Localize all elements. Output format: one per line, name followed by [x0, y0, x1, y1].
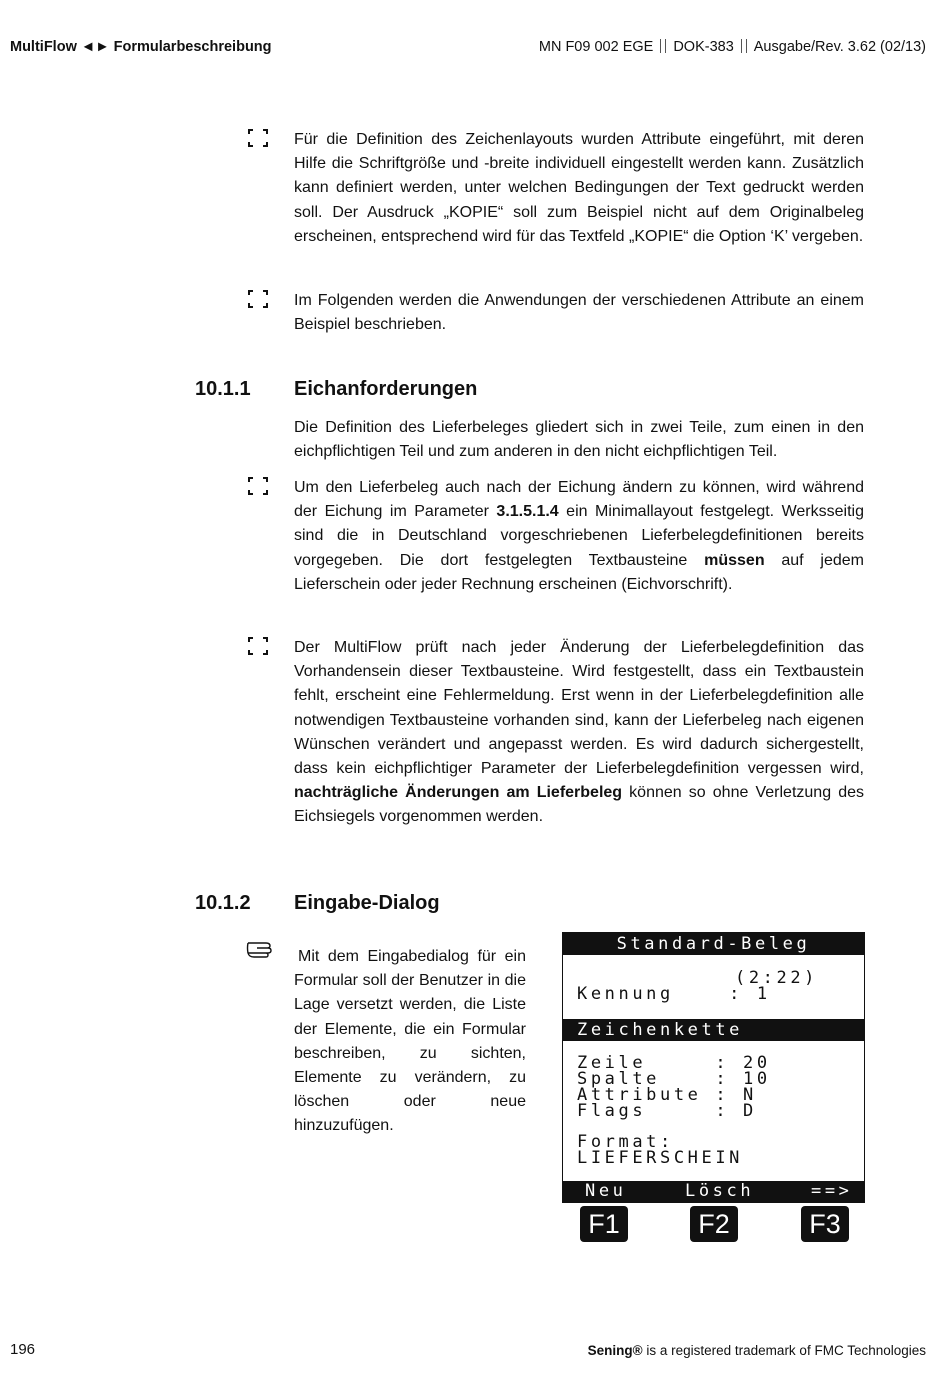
- f1-key[interactable]: F1: [580, 1206, 628, 1242]
- footer-trademark: [588, 1343, 926, 1358]
- section-title: Eichanforderungen: [294, 378, 478, 400]
- doc-number: MN F09 002 EGE: [538, 39, 654, 55]
- lcd-display: [562, 932, 865, 1203]
- section1-paragraph-3: [294, 636, 864, 830]
- lcd-section-bar: Zeichenkette: [563, 1019, 864, 1041]
- f3-key[interactable]: F3: [801, 1206, 849, 1242]
- lcd-attribute: Attribute : N: [577, 1085, 757, 1105]
- lcd-format-value: LIEFERSCHEIN: [577, 1148, 744, 1168]
- lcd-flags: Flags : D: [577, 1101, 757, 1121]
- note-bracket-icon: [247, 637, 269, 655]
- text-run: Der MultiFlow prüft nach jeder Änderung der Lieferbelegdefinition das Vorhandensein dieser Textbausteine. Wird festgestellt, dass ein Textbaustein fehlt, erscheint eine Fehlermeldung. Erst wenn in der Lieferbelegdefinition alle notwendigen Textbausteine vorhanden sind, kann der Lieferbeleg nach eigenen Wünschen verändert und angepasst werden. Es wird dadurch sichergestellt, dass kein eichpflichtiger Parameter der Lieferbelegdefinition vergessen wird,: [294, 639, 864, 778]
- trademark-text: is a registered trademark of FMC Technologies: [642, 1343, 926, 1358]
- intro-paragraph-1: Für die Definition des Zeichenlayouts wurden Attribute eingeführt, mit deren Hilfe die Schriftgröße und -breite individuell eingestellt werden kann. Zusätzlich kann definiert werden, unter welchen Bedingungen der Text gedruckt werden soll. Der Ausdruck „KOPIE“ soll zum Beispiel nicht auf dem Originalbeleg erscheinen, entsprechend wird für das Textfeld „KOPIE“ die Option ‘K’ vergeben.: [294, 131, 864, 245]
- softkey-label-next: ==>: [811, 1181, 853, 1201]
- note-bracket-icon: [247, 477, 269, 495]
- section-title: Eingabe-Dialog: [294, 892, 440, 914]
- intro-paragraph-2: Im Folgenden werden die Anwendungen der verschiedenen Attribute an einem Beispiel beschrieben.: [294, 292, 864, 334]
- section-number: 10.1.2: [195, 892, 251, 914]
- text-run: ein Minimallayout festgelegt. Werksseitig sind die in Deutschland vorgeschriebenen Lieferbelegdefinitionen bereits vorgegeben. Die dort festgelegten Textbausteine: [294, 503, 864, 569]
- header-title: MultiFlow ◄► Formularbeschreibung: [10, 39, 272, 55]
- lcd-format-label: Format:: [577, 1132, 674, 1152]
- f2-key[interactable]: F2: [690, 1206, 738, 1242]
- section-number: 10.1.1: [195, 378, 251, 400]
- lcd-counter: (2:22): [735, 968, 819, 988]
- lcd-softkey-bar: [563, 1181, 864, 1202]
- emphasis: nachträgliche Änderungen am Lieferbeleg: [294, 784, 623, 802]
- lcd-spalte: Spalte : 10: [577, 1069, 771, 1089]
- emphasis: müssen: [704, 551, 765, 569]
- header-doc-info: [539, 39, 926, 55]
- pointing-hand-icon: [246, 938, 276, 958]
- dok-number: DOK-383: [673, 39, 734, 55]
- section2-paragraph: Mit dem Eingabedialog für ein Formular soll der Benutzer in die Lage versetzt werden, die Liste der Elemente, die ein Formular beschreiben, zu sichten, Elemente zu verändern, zu löschen oder neue hinzuzufügen.: [294, 948, 526, 1135]
- softkey-label-neu: Neu: [585, 1181, 627, 1201]
- text-run: Um den Lieferbeleg auch nach der Eichung ändern zu können, wird während der Eichung im Parameter: [294, 479, 864, 521]
- note-bracket-icon: [247, 290, 269, 308]
- softkey-label-loesch: Lösch: [685, 1181, 755, 1201]
- section1-paragraph-2: [294, 476, 864, 597]
- separator: [660, 39, 666, 53]
- parameter-ref: 3.1.5.1.4: [496, 503, 559, 521]
- brand-name: Sening®: [587, 1343, 643, 1358]
- lcd-zeile: Zeile : 20: [577, 1053, 771, 1073]
- lcd-kennung: Kennung : 1: [577, 984, 771, 1004]
- section1-paragraph-1: Die Definition des Lieferbeleges gliedert sich in zwei Teile, zum einen in den eichpflichtigen Teil und zum anderen in den nicht eichpflichtigen Teil.: [294, 419, 864, 461]
- text-run: können so ohne Verletzung des Eichsiegels vorgenommen werden.: [294, 784, 864, 826]
- separator: [741, 39, 747, 53]
- revision: Ausgabe/Rev. 3.62 (02/13): [753, 39, 926, 55]
- note-bracket-icon: [247, 129, 269, 147]
- text-run: auf jedem Lieferschein oder jeder Rechnung erscheinen (Eichvorschrift).: [294, 551, 864, 593]
- page-number: 196: [10, 1341, 36, 1358]
- lcd-title-bar: Standard-Beleg: [563, 933, 864, 955]
